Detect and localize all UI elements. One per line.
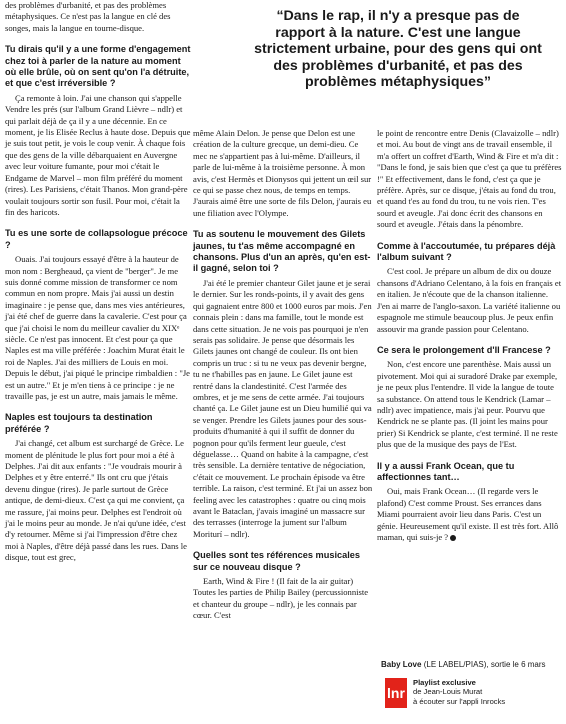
inrocks-logo-icon: lnr [385,678,407,708]
interview-answer: C'est cool. Je prépare un album de dix ou douze chansons d'Adriano Celentano, à la fois en français et en italien. Je n'écoute que de la chanson italienne. J'en ai marre de l'anglo-saxon. La variété italienne ou espagnole me stimule beaucoup plus. Je peux enfin assouvir ma grande passion pour Celentano. [377,266,562,334]
interview-answer: J'ai été le premier chanteur Gilet jaune et je serai le dernier. Sur les ronds-points, il y avait des gens qui gagnaient entre 800 et 1000 euros par mois. J'en connais plein : dans ma famille, tout le monde est dans cette situation. Je ne vois pas pourquoi je n'en serais pas solidaire. Je pense que désormais les Gilets jaunes ont changé de couleur. Ils ont bien compris un truc : si tu ne veux pas devenir bergne, tu ne t'habilles pas en jaune. Le Gilet jaune est rentré dans la clandestinité. C'est l'armée des ombres, et je me sens de cette armée. J'ai toujours chanté ça. Le Gilet jaune est un Dieu humilié qui va se venger. Prendre les Gilets jaunes pour des sous-produits d'humanité à qui il suffit de donner du pognon pour qu'ils ferment leur gueule, c'est déguelasse… Quand on habite à la campagne, c'est très sensible. La dernière tentative de négociation, c'était ce mouvement. Le prochain épisode va être terrible. La raison, c'est terminé. Et j'ai un assez bon feeling avec les catastrophes : quatre ou cinq mois avant le Bataclan, j'avais imaginé un massacre sur des terrasses (interroge la jument sur l'album Moriturí – ndlr). [193,277,373,539]
interview-answer [377,486,562,543]
playlist-app-link[interactable]: à écouter sur l'appli Inrocks [413,696,506,706]
album-title: Baby Love [381,660,422,669]
interview-answer: Ouais. J'ai toujours essayé d'être à la hauteur de mon nom : Bergheaud, ça vient de "berger". Je me suis donné comme mission de transformer ce nom commun en nom propre. Mais j'ai aussi un destin imaginaire : je pense que, dans mes vies antérieures, j'ai été chef de guerre dans la cavalerie. C'est pour ça que j'ai choisi le nom du meilleur cavalier du XIXᵉ siècle. Ce n'est pas innocent. Et c'est pour ça que Naples est ma ville préférée : Joachim Murat était le roi de Naples. J'ai des milliers de Louis en moi. Depuis le début, j'ai piqué le principe rimbaldien : "Je est un autre." Et je m'en tiens à ce principe : je ne travaille pas, je est un autre, mais jamais le même. [5,254,190,401]
interview-answer: Earth, Wind & Fire ! (Il fait de la air guitar) Toutes les parties de Philip Bailey (percussionniste et chanteur du groupe – ndlr), je les connais par cœur. C'est [193,576,369,621]
playlist-title: Playlist exclusive [413,678,476,687]
interview-question: Tu es une sorte de collapsologue précoce ? [5,228,188,250]
interview-question: Quelles sont tes références musicales sur ce nouveau disque ? [193,550,360,572]
interview-answer: Ça remonte à loin. J'ai une chanson qui s'appelle Vendre les prés (sur l'album Grand Lièvre – ndlr) et qui parlait déjà de ça il y a une décennie. En ce moment, je lis Elisée Reclus à haute dose. Depuis que je suis tout petit, je vois le coup venir. À chaque fois que des gens de la ville débarquaient en Auvergne avec leur voiture fumante, pour moi c'était le Endgame de Marvel – mon film préféré du moment (rires). Les Parisiens, c'était Thanos. Mon grand-père voulait toujours sortir son fusil. Pour moi, c'était la fin des haricots. [5,92,191,217]
interview-question: Naples est toujours ta destination préférée ? [5,412,153,434]
album-credits [381,660,546,670]
playlist-text [413,678,505,706]
interview-answer: Non, c'est encore une parenthèse. Mais aussi un pivotement. Moi qui ai suradoré Drake par exemple, je ne peux plus l'entendre. Il vide la langue de toute sa substance. On attend tous le Kendrick (Lamar – ndlr) avec impatience, mais j'ai peur. Pourvu que Kendrick ne se plante pas. (Il joint les mains pour prier) Si Kendrick se plante, c'est terminé. Il ne reste plus que de la musique des pays de l'Est. [377,359,558,450]
playlist-author: de Jean-Louis Murat [413,687,483,697]
interview-question: Comme à l'accoutumée, tu prépares déjà l'album suivant ? [377,240,556,263]
interview-question: Tu as soutenu le mouvement des Gilets jaunes, tu t'as même accompagné en chansons. Plus d'un an après, qu'en est-il gagné, selon toi ? [193,229,371,274]
answer-text: Oui, mais Frank Ocean… (Il regarde vers le plafond) C'est comme Proust. Ses errances dans Miami pourraient avoir lieu dans Paris. C'est un génie. Heureusement qu'il existe. Il est très fort. Allô maman, qui suis-je ? [377,486,559,542]
album-info: (LE LABEL/PIAS), sortie le 6 mars [423,660,546,669]
article-column-1 [5,0,191,564]
article-column-2 [193,128,373,622]
paragraph: même Alain Delon. Je pense que Delon est une création de la culture grecque, un demi-dieu. Ce mec ne s'appartient pas à lui-même. D'ailleurs, il parle de lui-même à la troisième personne. À mon avis, c'est Hermès et Dionysos qui jettent un œil sur ce qui se passe chez nous, de temps en temps. J'aurais aimé être une sorte de fils Delon, j'aurais eu une filiation avec l'Olympe. [193,128,372,218]
interview-answer: J'ai changé, cet album est surchargé de Grèce. Le moment de plénitude le plus fort pour moi a été à Delphes. J'ai dit aux enfants : "Je voudrais mourir à Delphes et y être enterré." Ils ont cru que j'étais devenu dingue (rires). Je parle surtout de Grèce antique, de demi-dieux. C'est ça qui me convient, ça me rassure, j'ai moins peur. Delphes est l'endroit où j'ai le moins peur au monde. Je n'ai qu'une idée, c'est d'y retourner. Même si j'ai l'impression d'être chez moi à Naples, d'être déjà passé dans les rues. Dans le disque, tout est grec, [5,438,187,563]
interview-question: Ce sera le prolongement d'Il Francese ? [377,344,551,355]
end-bullet-icon [450,535,456,541]
paragraph: le point de rencontre entre Denis (Clavaizolle – ndlr) et moi. Au bout de vingt ans de travail ensemble, il m'a offert un coffret d'Earth, Wind & Fire et m'a dit : "Dans le fond, je sais bien que c'est ça que tu préfères !" Et effectivement, dans le fond, c'est ça que je préfère. Après, sur ce disque, j'étais au fond du trou, et quand t'es au fond du trou, tu ne vois rien. T'es sourd et aveugle. J'ai donc écrit des chansons en sourd et aveugle. J'étais dans la pénombre. [377,128,562,230]
article-column-3 [377,128,562,543]
paragraph: des problèmes d'urbanité, et pas des problèmes métaphysiques. Ce n'est pas la langue en clé des songes, mais la langue en tourne-disque. [5,0,171,33]
playlist-box[interactable] [377,676,562,720]
interview-question: Il y a aussi Frank Ocean, que tu affectionnes tant… [377,460,515,482]
pull-quote: “Dans le rap, il n'y a presque pas de rapport à la nature. C'est une langue strictement urbaine, pour des gens qui ont des problèmes d'urbanité, et pas des problèmes métaphysiques” [254,8,542,91]
interview-question: Tu dirais qu'il y a une forme d'engagement chez toi à parler de la nature au moment où elle brûle, où on sent qu'on l'a détruite, et que c'est irréversible ? [5,44,191,89]
